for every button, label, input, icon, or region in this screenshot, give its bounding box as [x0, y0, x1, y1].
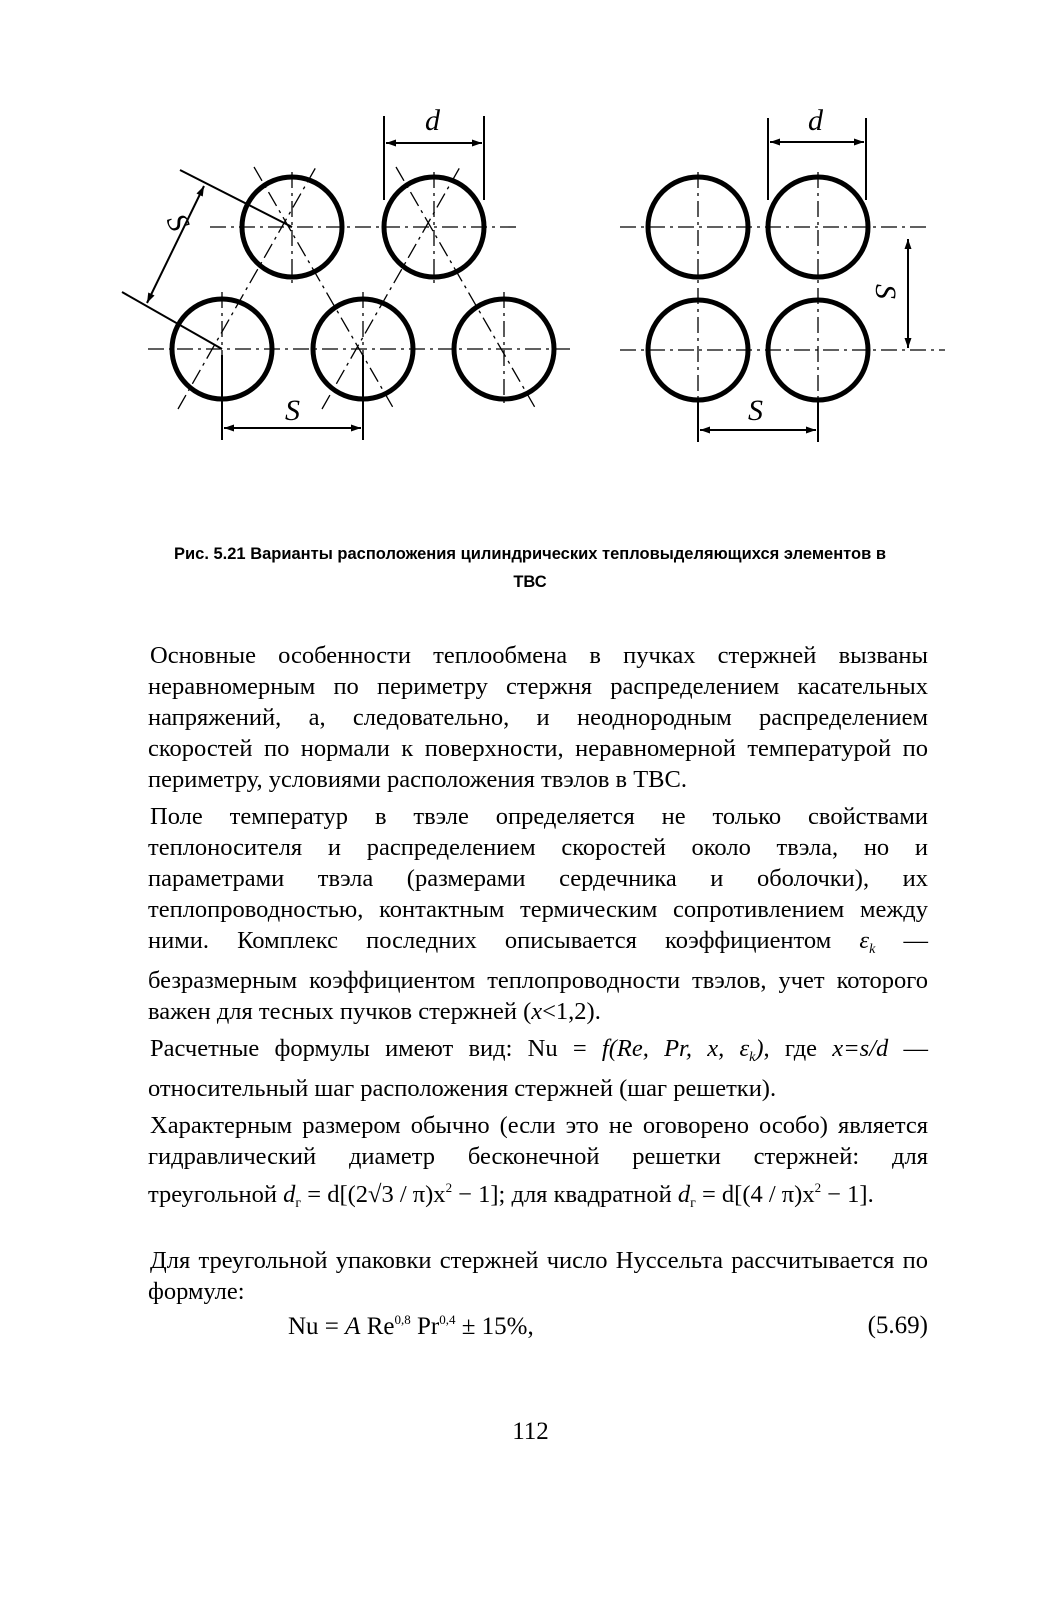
- square-lattice: [620, 118, 945, 442]
- rod-arrangement-drawing: [0, 0, 1061, 520]
- paragraph-5: Для треугольной упаковки стержней число Нуссельта рассчитывается по формуле:: [148, 1247, 928, 1305]
- caption-line-1: Рис. 5.21 Варианты расположения цилиндрических тепловыделяющихся элементов в: [174, 545, 886, 563]
- body-text: [148, 640, 928, 1307]
- label-s-right-side: S: [869, 284, 902, 299]
- caption-line-2: ТВС: [513, 573, 547, 591]
- hydraulic-diameter-triangular: $d_г = d[(2√3 / \pi)x^2 - 1]$: [283, 1180, 499, 1211]
- paragraph-2: Поле температур в твэле определяется не только свойствами теплоносителя и распределением скоростей около твэла, но и параметрами твэла (размерами сердечника и оболочки), их теплопроводностью, контактным термическим сопротивлением между ними. Комплекс последних описывается коэффициентом $\varepsilon_k$ — безразмерным коэффициентом теплопроводности твэлов, учет которого важен для тесных пучков стержней (x<1,2).: [148, 803, 928, 1025]
- figure-rod-arrangements: [0, 0, 1061, 520]
- epsilon-k: $\varepsilon_k$: [859, 927, 876, 957]
- label-d-right: d: [808, 104, 823, 137]
- triangular-lattice: [122, 116, 570, 440]
- page-number: 112: [512, 1418, 549, 1445]
- label-d-left: d: [425, 104, 440, 137]
- paragraph-4: Характерным размером обычно (если это не оговорено особо) является гидравлический диаметр бесконечной решетки стержней: для треугольной $d_г = d[(2√3 / \pi)x^2 - 1]$; для квадратной $d_г = d[(4 / \pi)x^2 - 1]$.: [148, 1112, 928, 1211]
- label-s-right-bottom: S: [748, 394, 763, 427]
- paragraph-1: Основные особенности теплообмена в пучках стержней вызваны неравномерным по периметру стержня распределением касательных напряжений, а, следовательно, и неоднородным распределением скоростей по нормали к поверхности, неравномерной температурой по периметру, условиями расположения твэлов в ТВС.: [148, 642, 928, 793]
- paragraph-3: Расчетные формулы имеют вид: Nu = f(Re, Pr, x, $\varepsilon_k$), где x=s/d — относительный шаг расположения стержней (шаг решетки).: [148, 1035, 928, 1102]
- nu-function: f(Re, Pr, x, $\varepsilon_k$): [601, 1035, 764, 1065]
- label-s-left-diagonal: S: [159, 208, 196, 237]
- equation-number: (5.69): [867, 1312, 928, 1339]
- figure-caption: [110, 540, 950, 596]
- equation-expression: Nu = A Re$^{0,8}$ Pr$^{0,4}$ ± 15%,: [288, 1312, 534, 1340]
- equation-5-69: [148, 1312, 928, 1352]
- hydraulic-diameter-square: $d_г = d[(4 / \pi)x^2 - 1]$.: [677, 1180, 874, 1211]
- label-s-left-bottom: S: [285, 394, 300, 427]
